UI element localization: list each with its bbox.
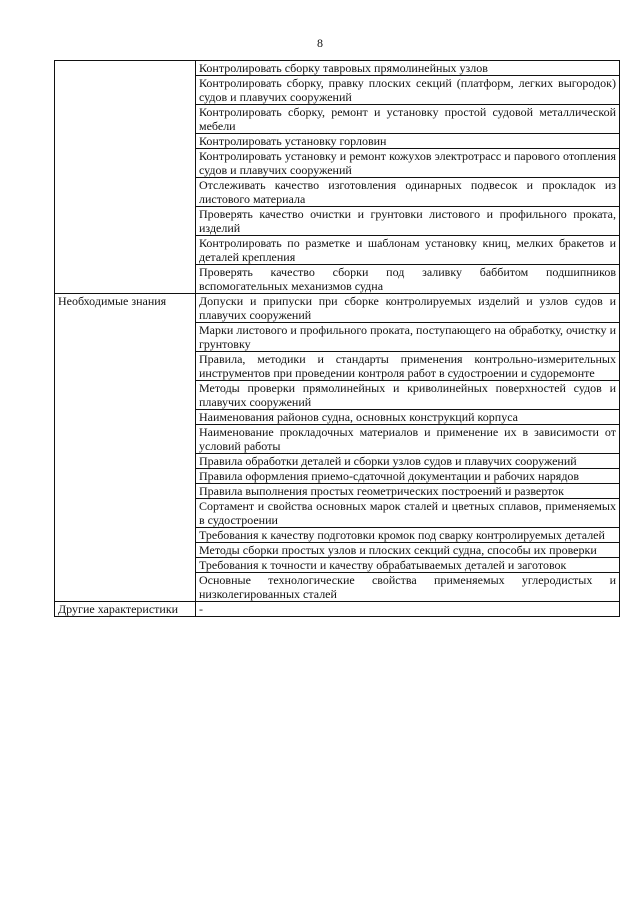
knowledge-cell: Правила оформления приемо-сдаточной документации и рабочих нарядов: [196, 469, 620, 484]
knowledge-cell: Требования к качеству подготовки кромок под сварку контролируемых деталей: [196, 528, 620, 543]
table-row: [55, 61, 620, 76]
page-number: 8: [317, 36, 323, 50]
skill-cell: Контролировать по разметке и шаблонам установку книц, мелких бракетов и деталей крепления: [196, 236, 620, 265]
skill-cell: Контролировать сборку, правку плоских секций (платформ, легких выгородок) судов и плавучих сооружений: [196, 76, 620, 105]
other-value: -: [196, 602, 620, 617]
knowledge-cell: Методы сборки простых узлов и плоских секций судна, способы их проверки: [196, 543, 620, 558]
skill-cell: Проверять качество сборки под заливку баббитом подшипников вспомогательных механизмов судна: [196, 265, 620, 294]
skill-cell: Отслеживать качество изготовления одинарных подвесок и прокладок из листового материала: [196, 178, 620, 207]
skill-cell: Контролировать сборку тавровых прямолинейных узлов: [196, 61, 620, 76]
spec-table: [54, 60, 620, 617]
other-label: Другие характеристики: [55, 602, 196, 617]
knowledge-cell: Допуски и припуски при сборке контролируемых изделий и узлов судов и плавучих сооружений: [196, 294, 620, 323]
knowledge-cell: Основные технологические свойства применяемых углеродистых и низколегированных сталей: [196, 573, 620, 602]
knowledge-cell: Правила обработки деталей и сборки узлов судов и плавучих сооружений: [196, 454, 620, 469]
knowledge-cell: Марки листового и профильного проката, поступающего на обработку, очистку и грунтовку: [196, 323, 620, 352]
skills-label-cell: [55, 61, 196, 294]
skill-cell: Проверять качество очистки и грунтовки листового и профильного проката, изделий: [196, 207, 620, 236]
knowledge-cell: Наименования районов судна, основных конструкций корпуса: [196, 410, 620, 425]
skill-cell: Контролировать установку и ремонт кожухов электротрасс и парового отопления судов и плавучих сооружений: [196, 149, 620, 178]
knowledge-cell: Сортамент и свойства основных марок сталей и цветных сплавов, применяемых в судостроении: [196, 499, 620, 528]
table-row: [55, 294, 620, 323]
knowledge-cell: Правила, методики и стандарты применения контрольно-измерительных инструментов при проведении контроля работ в судостроении и судоремонте: [196, 352, 620, 381]
knowledge-cell: Требования к точности и качеству обрабатываемых деталей и заготовок: [196, 558, 620, 573]
knowledge-cell: Правила выполнения простых геометрических построений и разверток: [196, 484, 620, 499]
knowledge-cell: Наименование прокладочных материалов и применение их в зависимости от условий работы: [196, 425, 620, 454]
skill-cell: Контролировать сборку, ремонт и установку простой судовой металлической мебели: [196, 105, 620, 134]
knowledge-label: Необходимые знания: [55, 294, 196, 602]
knowledge-cell: Методы проверки прямолинейных и криволинейных поверхностей судов и плавучих сооружений: [196, 381, 620, 410]
table-row: [55, 602, 620, 617]
skill-cell: Контролировать установку горловин: [196, 134, 620, 149]
